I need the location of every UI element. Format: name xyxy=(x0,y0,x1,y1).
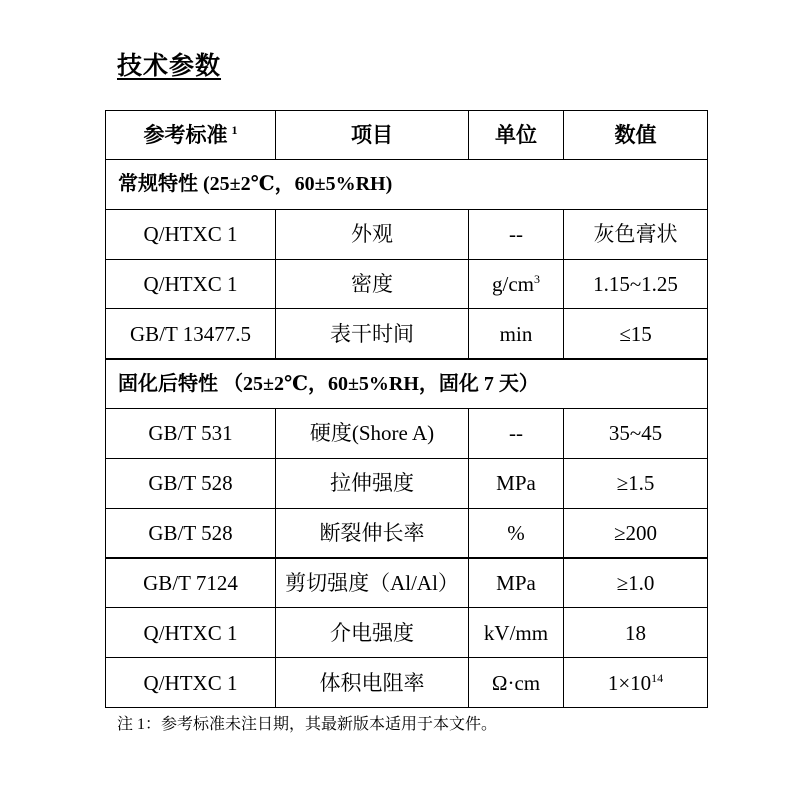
item-cell: 表干时间 xyxy=(276,309,469,359)
value-cell: 18 xyxy=(564,608,708,658)
unit-base: g/cm xyxy=(492,272,534,297)
footnote: 注 1：参考标准未注日期，其最新版本适用于本文件。 xyxy=(117,716,498,733)
header-item: 项目 xyxy=(276,111,469,160)
unit-cell: -- xyxy=(469,409,564,459)
table-header-row xyxy=(106,111,708,160)
unit-cell: Ω·cm xyxy=(469,658,564,708)
standard-cell: GB/T 528 xyxy=(106,508,276,558)
table-row xyxy=(106,309,708,359)
table-row xyxy=(106,458,708,508)
section-heading-general: 常规特性 (25±2℃，60±5%RH) xyxy=(106,160,708,210)
table-row xyxy=(106,409,708,459)
header-standard xyxy=(106,111,276,160)
section-row-cured xyxy=(106,359,708,409)
table-row xyxy=(106,508,708,558)
standard-cell: Q/HTXC 1 xyxy=(106,209,276,259)
item-cell: 外观 xyxy=(276,209,469,259)
item-cell: 体积电阻率 xyxy=(276,658,469,708)
unit-cell: -- xyxy=(469,209,564,259)
standard-cell: Q/HTXC 1 xyxy=(106,658,276,708)
unit-cell: % xyxy=(469,508,564,558)
value-cell xyxy=(564,658,708,708)
table-row xyxy=(106,558,708,608)
item-cell: 硬度(Shore A) xyxy=(276,409,469,459)
unit-cell: MPa xyxy=(469,558,564,608)
section-heading-cured: 固化后特性 （25±2℃，60±5%RH，固化 7 天） xyxy=(106,359,708,409)
standard-cell: Q/HTXC 1 xyxy=(106,608,276,658)
unit-cell: MPa xyxy=(469,458,564,508)
table-row xyxy=(106,209,708,259)
section-row-general xyxy=(106,160,708,210)
unit-cell: kV/mm xyxy=(469,608,564,658)
item-cell: 密度 xyxy=(276,259,469,309)
value-cell: ≥1.5 xyxy=(564,458,708,508)
header-value: 数值 xyxy=(564,111,708,160)
standard-cell: Q/HTXC 1 xyxy=(106,259,276,309)
table-row xyxy=(106,259,708,309)
item-cell: 拉伸强度 xyxy=(276,458,469,508)
unit-superscript: 3 xyxy=(534,272,540,287)
footnote-marker: 1 xyxy=(231,123,238,137)
value-cell: ≤15 xyxy=(564,309,708,359)
exponent-superscript: 14 xyxy=(651,670,664,685)
standard-cell: GB/T 528 xyxy=(106,458,276,508)
item-cell: 介电强度 xyxy=(276,608,469,658)
unit-cell: min xyxy=(469,309,564,359)
standard-cell: GB/T 7124 xyxy=(106,558,276,608)
standard-cell: GB/T 531 xyxy=(106,409,276,459)
technical-parameters-table xyxy=(105,110,708,708)
value-base: 1×10 xyxy=(607,670,652,695)
standard-cell: GB/T 13477.5 xyxy=(106,309,276,359)
header-standard-label: 参考标准 xyxy=(143,123,228,147)
value-cell: 35~45 xyxy=(564,409,708,459)
value-cell: ≥1.0 xyxy=(564,558,708,608)
table-row xyxy=(106,608,708,658)
page-title: 技术参数 xyxy=(117,53,222,80)
table-row xyxy=(106,658,708,708)
item-cell: 断裂伸长率 xyxy=(276,508,469,558)
unit-cell xyxy=(469,259,564,309)
header-unit: 单位 xyxy=(469,111,564,160)
value-cell: 1.15~1.25 xyxy=(564,259,708,309)
item-cell: 剪切强度（Al/Al） xyxy=(276,558,469,608)
value-cell: ≥200 xyxy=(564,508,708,558)
value-cell: 灰色膏状 xyxy=(564,209,708,259)
